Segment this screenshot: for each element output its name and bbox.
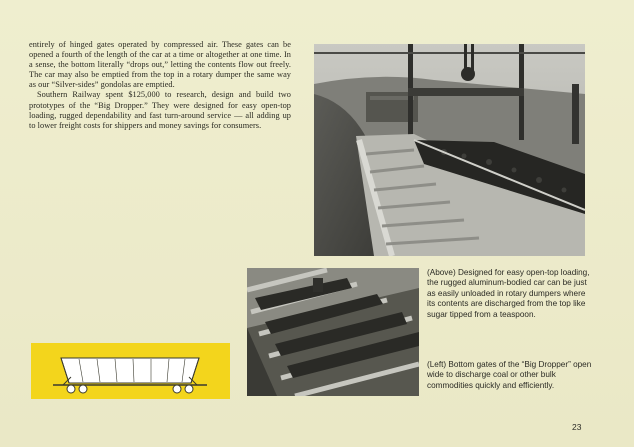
paragraph-1: entirely of hinged gates operated by compressed air. These gates can be opened a fourth of the length of the car at a time or altogether at one time. In a sense, the bottom literally “drops out,” letting the contents flow out freely. The car may also be emptied from the top in a rotary dumper the same way as our “Silver-sides” gondolas are emptied.	[29, 40, 291, 90]
caption-left: (Left) Bottom gates of the “Big Dropper” open wide to discharge coal or other bulk commodities quickly and efficiently.	[427, 360, 592, 390]
photo-rotary-dumper	[314, 44, 585, 256]
hopper-car-diagram	[31, 343, 230, 399]
paragraph-2: Southern Railway spent $125,000 to research, design and build two prototypes of the “Big Dropper.” They were designed for easy open-top loading, rugged dependability and fast turn-around service — all adding up to lower freight costs for shippers and money savings for consumers.	[29, 90, 291, 130]
caption-above: (Above) Designed for easy open-top loading, the rugged aluminum-bodied car can be just as easily unloaded in rotary dumpers where its contents are discharged from the top like sugar tipped from a teaspoon.	[427, 268, 590, 319]
photo-bottom-gates	[247, 268, 419, 396]
page-number: 23	[572, 422, 582, 432]
body-text	[29, 40, 291, 131]
